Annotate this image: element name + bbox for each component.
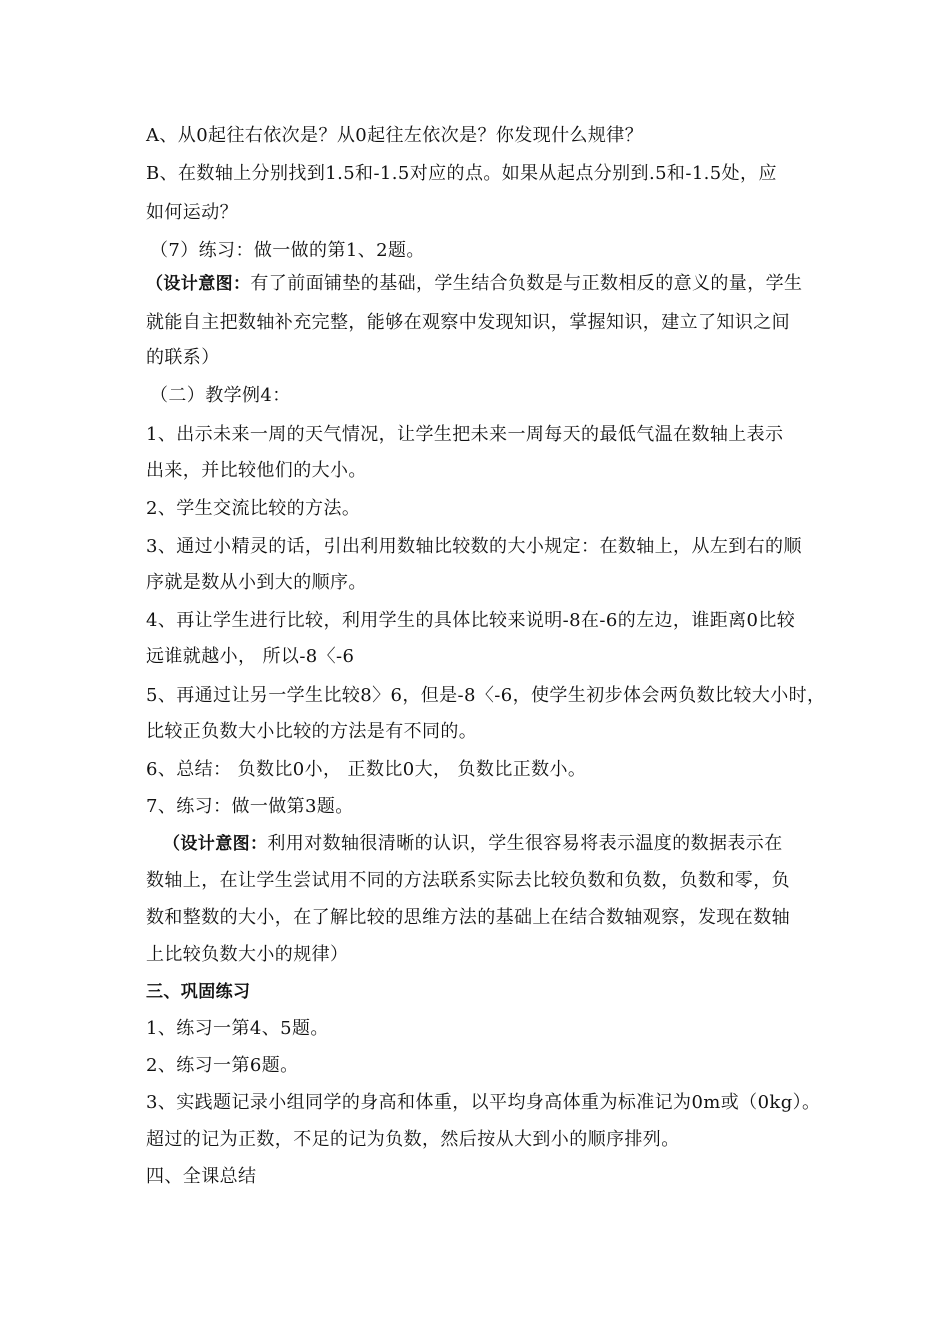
section-example-4: （二）教学例4： bbox=[150, 385, 291, 406]
design-intent-1-cont1: 就能自主把数轴补充完整，能够在观察中发现知识，掌握知识，建立了知识之间 bbox=[146, 312, 790, 333]
text-line-1-cont: 出来，并比较他们的大小。 bbox=[146, 460, 367, 481]
text-line-2: 2、学生交流比较的方法。 bbox=[146, 498, 361, 519]
text-line-a: A、从0起往右依次是？从0起往左依次是？你发现什么规律？ bbox=[146, 125, 644, 146]
section-summary-heading: 四、全课总结 bbox=[146, 1166, 257, 1187]
design-intent-2-cont2: 数和整数的大小，在了解比较的思维方法的基础上在结合数轴观察，发现在数轴 bbox=[146, 907, 790, 928]
paren-open: （ bbox=[146, 274, 164, 294]
design-intent-2-text: 利用对数轴很清晰的认识，学生很容易将表示温度的数据表示在 bbox=[267, 833, 783, 854]
exercise-line-2: 2、练习一第6题。 bbox=[146, 1055, 299, 1076]
exercise-line-3-cont: 超过的记为正数，不足的记为负数，然后按从大到小的顺序排列。 bbox=[146, 1129, 680, 1150]
section-consolidation-heading: 三、巩固练习 bbox=[146, 982, 251, 1002]
text-line-5-cont: 比较正负数大小比较的方法是有不同的。 bbox=[146, 721, 478, 742]
design-intent-text: 有了前面铺垫的基础，学生结合负数是与正数相反的意义的量，学生 bbox=[250, 273, 803, 294]
design-intent-2 bbox=[163, 832, 843, 856]
design-intent-2-label: （设计意图： bbox=[163, 834, 268, 854]
text-line-5: 5、再通过让另一学生比较8〉6，但是-8〈-6，使学生初步体会两负数比较大小时， bbox=[146, 685, 826, 706]
text-line-1: 1、出示未来一周的天气情况，让学生把未来一周每天的最低气温在数轴上表示 bbox=[146, 424, 784, 445]
text-line-practice-7: （7）练习：做一做的第1、2题。 bbox=[150, 240, 425, 261]
text-line-b: B、在数轴上分别找到1.5和-1.5对应的点。如果从起点分别到.5和-1.5处，应 bbox=[146, 163, 777, 184]
text-line-4: 4、再让学生进行比较，利用学生的具体比较来说明-8在-6的左边，谁距离0比较 bbox=[146, 610, 796, 631]
text-line-4-cont: 远谁就越小， 所以-8〈-6 bbox=[146, 646, 355, 667]
text-line-3-cont: 序就是数从小到大的顺序。 bbox=[146, 572, 367, 593]
design-intent-1-cont2: 的联系） bbox=[146, 347, 220, 368]
text-line-3: 3、通过小精灵的话，引出利用数轴比较数的大小规定：在数轴上，从左到右的顺 bbox=[146, 536, 802, 557]
text-line-7: 7、练习：做一做第3题。 bbox=[146, 796, 354, 817]
design-intent-label: 设计意图： bbox=[163, 274, 251, 294]
design-intent-2-cont1: 数轴上，在让学生尝试用不同的方法联系实际去比较负数和负数，负数和零，负 bbox=[146, 870, 790, 891]
design-intent-2-cont3: 上比较负数大小的规律） bbox=[146, 944, 349, 965]
exercise-line-1: 1、练习一第4、5题。 bbox=[146, 1018, 329, 1039]
text-line-b-cont: 如何运动？ bbox=[146, 202, 238, 223]
design-intent-1 bbox=[146, 272, 826, 296]
text-line-6: 6、总结： 负数比0小， 正数比0大， 负数比正数小。 bbox=[146, 759, 587, 780]
exercise-line-3: 3、实践题记录小组同学的身高和体重，以平均身高体重为标准记为0m或（0kg）。 bbox=[146, 1092, 821, 1113]
